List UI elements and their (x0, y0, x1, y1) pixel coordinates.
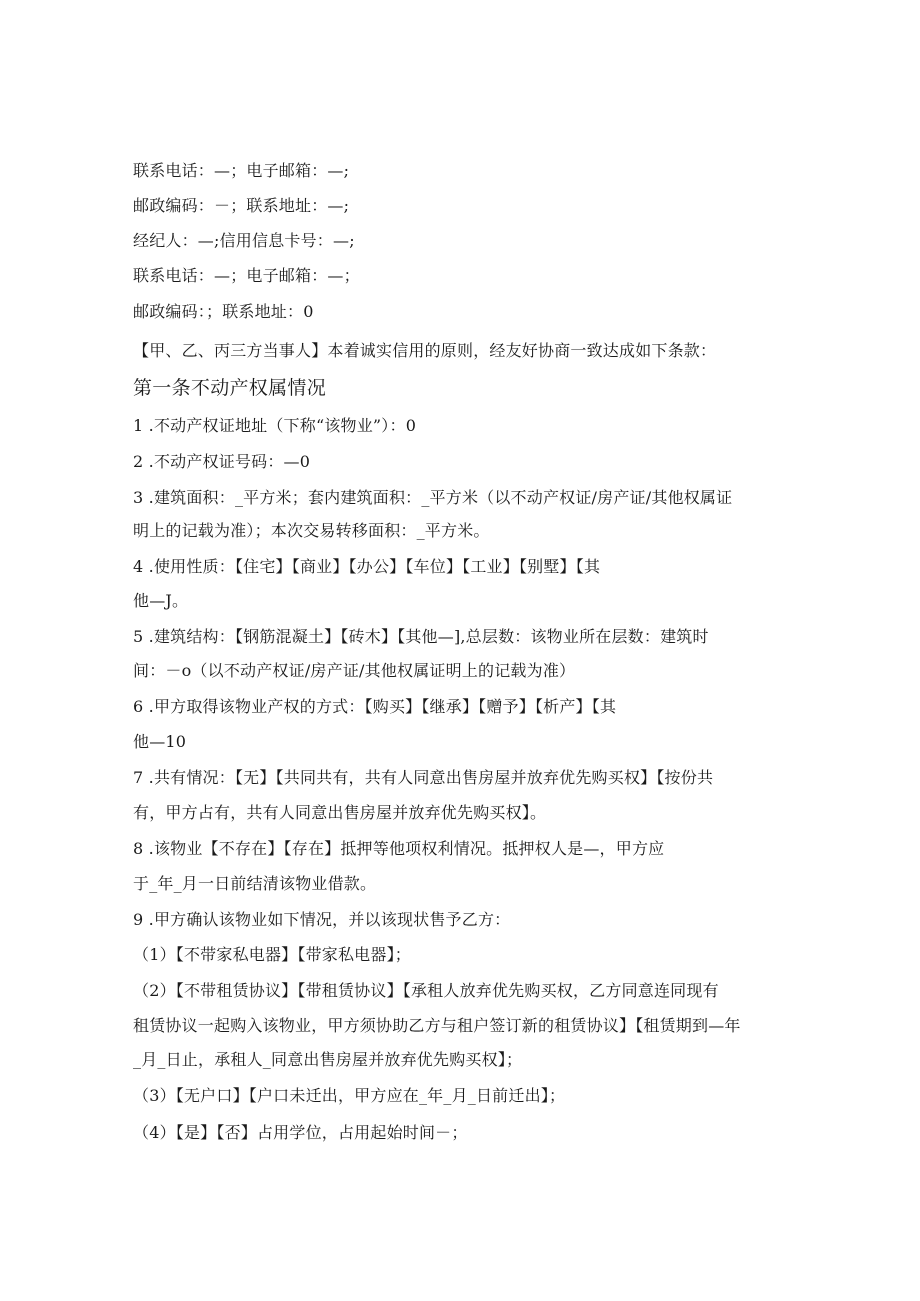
clause-line: 他—10 (133, 732, 187, 751)
clause-line: 3 .建筑面积：_平方米；套内建筑面积：_平方米（以不动产权证/房产证/其他权属证 (133, 488, 733, 507)
clause-line: 7 .共有情况：【无】【共同共有，共有人同意出售房屋并放弃优先购买权】【按份共 (133, 768, 714, 787)
contact-line-5: 邮政编码：；联系地址：0 (133, 302, 314, 321)
clause-line: 5 .建筑结构：【钢筋混凝土】【砖木】【其他—],总层数：该物业所在层数：建筑时 (133, 627, 709, 646)
clause-line: （1）【不带家私电器】【带家私电器】； (133, 945, 411, 964)
clause-line: 4 .使用性质：【住宅】【商业】【办公】【车位】【工业】【别墅】【其 (133, 557, 601, 576)
clause-line: 间：－o（以不动产权证/房产证/其他权属证明上的记载为准） (133, 661, 576, 680)
clause-line: 1 .不动产权证地址（下称“该物业”）：0 (133, 416, 417, 435)
clause-line: （4）【是】【否】占用学位，占用起始时间－； (133, 1123, 468, 1142)
clause-line: （3）【无户口】【户口未迁出，甲方应在_年_月_日前迁出】； (133, 1086, 566, 1105)
contact-line-3: 经纪人：—;信用信息卡号：—; (133, 231, 355, 250)
contact-line-1: 联系电话：—；电子邮箱：—; (133, 161, 350, 180)
clause-line: 2 .不动产权证号码：—0 (133, 452, 311, 471)
clause-line: 于_年_月一日前结清该物业借款。 (133, 874, 377, 893)
contact-line-4: 联系电话：—；电子邮箱：—； (133, 266, 360, 285)
clause-line: 他—J。 (133, 591, 189, 610)
article-1-title: 第一条不动产权属情况 (133, 377, 327, 399)
clause-line: 8 .该物业【不存在】【存在】抵押等他项权利情况。抵押权人是—，甲方应 (133, 839, 665, 858)
clause-line: 租赁协议一起购入该物业，甲方须协助乙方与租户签订新的租赁协议】【租赁期到—年 (133, 1016, 741, 1035)
clause-line: 明上的记载为准）；本次交易转移面积：_平方米。 (133, 521, 490, 540)
preamble-text: 【甲、乙、丙三方当事人】本着诚实信用的原则，经友好协商一致达成如下条款： (133, 341, 717, 360)
clause-line: 6 .甲方取得该物业产权的方式：【购买】【继承】【赠予】【析产】【其 (133, 697, 617, 716)
clause-line: 有，甲方占有，共有人同意出售房屋并放弃优先购买权】。 (133, 803, 547, 822)
contact-line-2: 邮政编码：－；联系地址：—; (133, 196, 350, 215)
clause-line: （2）【不带租赁协议】【带租赁协议】【承租人放弃优先购买权，乙方同意连同现有 (133, 981, 719, 1000)
clause-line: 9 .甲方确认该物业如下情况，并以该现状售予乙方： (133, 910, 511, 929)
clause-line: _月_日止，承租人_同意出售房屋并放弃优先购买权】； (133, 1050, 523, 1069)
